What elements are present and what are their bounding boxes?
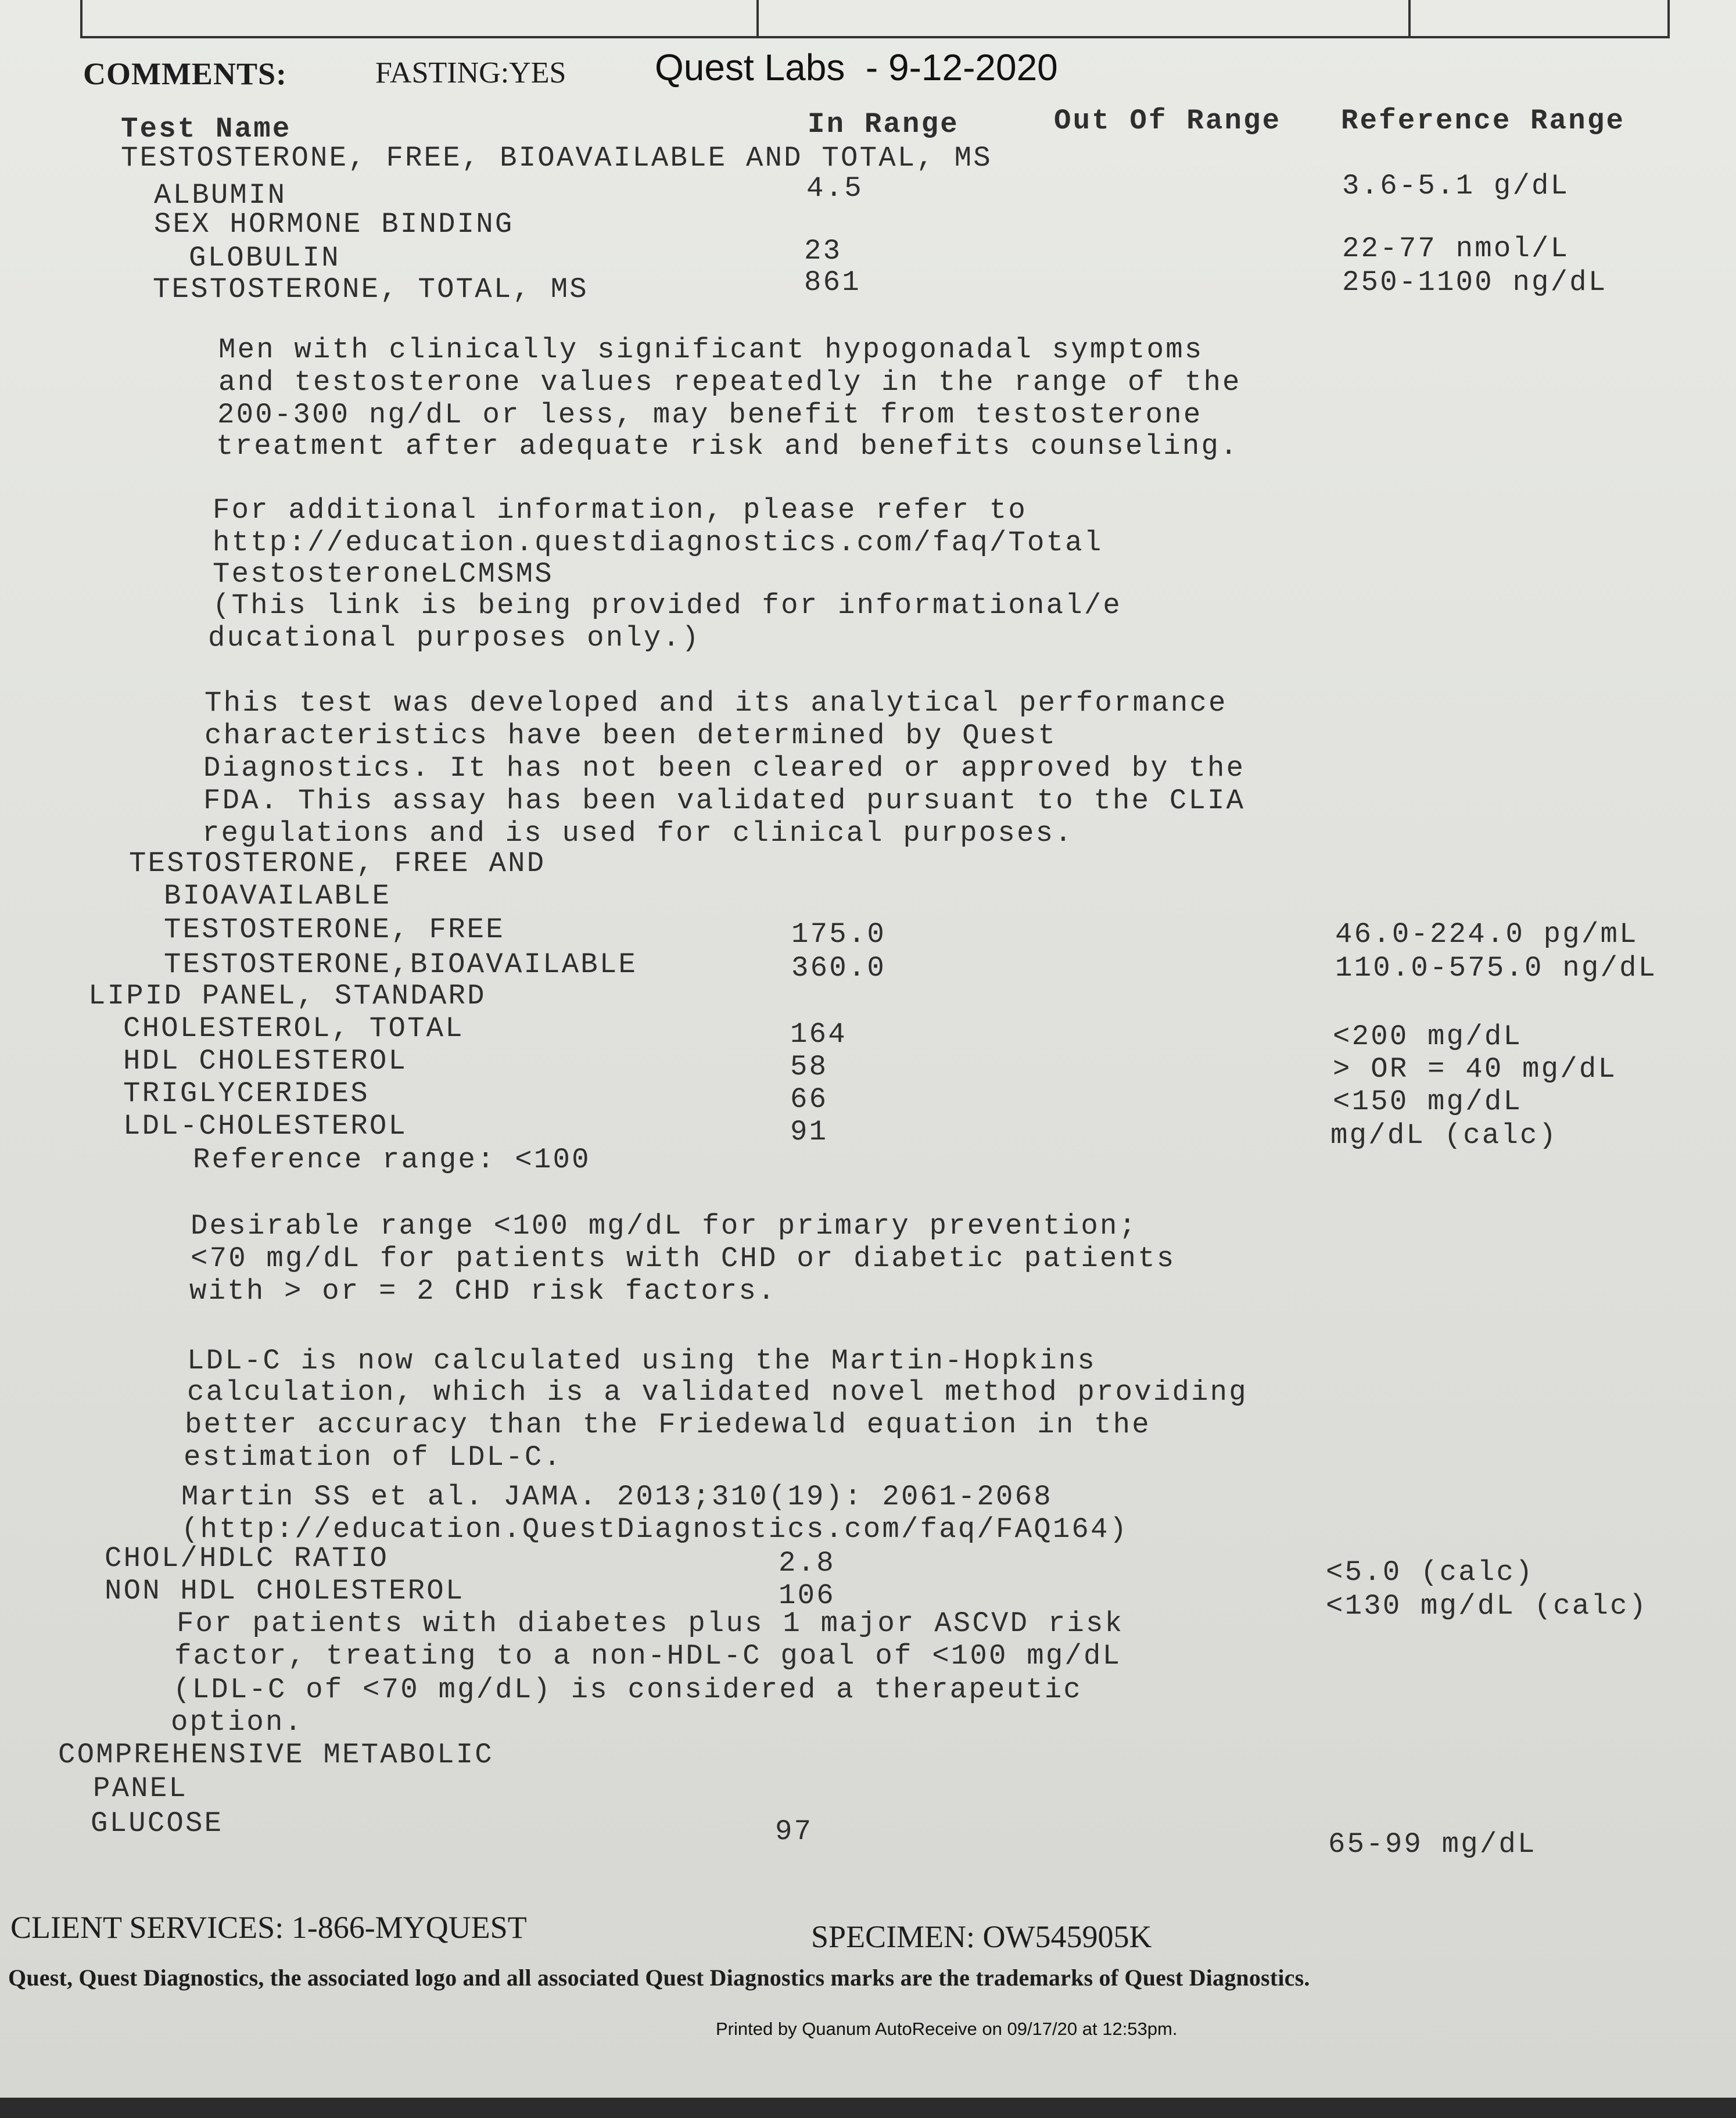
reference-glucose: 65-99 mg/dL [1328,1828,1537,1861]
comments-label: COMMENTS: [83,56,287,91]
test-name-testosterone-total: TESTOSTERONE, TOTAL, MS [153,273,589,306]
trademark-notice: Quest, Quest Diagnostics, the associated logo and all associated Quest Diagnostics marks are the trademarks of Quest Diagnostics. [8,1965,1310,1991]
table-remnant [80,0,1670,38]
result-chol-hdl-ratio: 2.8 [779,1547,835,1579]
result-albumin: 4.5 [806,172,863,205]
ldl-reference-note: Reference range: <100 [193,1144,591,1176]
column-header-test-name: Test Name [121,113,292,145]
test-name-ldl: LDL-CHOLESTEROL [123,1110,408,1142]
reference-chol-hdl-ratio: <5.0 (calc) [1326,1556,1534,1589]
subsection-title-free-bio: BIOAVAILABLE [164,880,392,912]
result-hdl: 58 [790,1051,828,1083]
test-name-shbg: GLOBULIN [189,242,340,274]
subsection-title-free-bio: TESTOSTERONE, FREE AND [129,847,546,880]
client-services: CLIENT SERVICES: 1-866-MYQUEST [10,1910,527,1945]
test-name-testosterone-free: TESTOSTERONE, FREE [164,913,505,946]
note-non-hdl: factor, treating to a non-HDL-C goal of <100 mg/dL [174,1640,1122,1672]
note-additional-info: TestosteroneLCMSMS [213,558,554,590]
reference-ldl: mg/dL (calc) [1330,1119,1558,1152]
column-header-reference-range: Reference Range [1341,105,1626,137]
handwritten-title: Quest Labs - 9-12-2020 [655,46,1058,88]
note-hypogonadal: treatment after adequate risk and benefits counseling. [216,430,1239,463]
result-triglycerides: 66 [790,1083,828,1116]
result-ldl: 91 [790,1116,828,1148]
result-cholesterol-total: 164 [790,1018,847,1051]
section-title-lipid: LIPID PANEL, STANDARD [88,980,486,1012]
note-non-hdl: For patients with diabetes plus 1 major ASCVD risk [177,1607,1124,1640]
table-divider [1408,0,1411,36]
test-name-glucose: GLUCOSE [91,1807,224,1840]
section-title-metabolic: COMPREHENSIVE METABOLIC [58,1739,494,1771]
note-hypogonadal: Men with clinically significant hypogonadal symptoms [218,334,1204,366]
note-desirable-range: Desirable range <100 mg/dL for primary prevention; [191,1210,1138,1242]
section-title-metabolic: PANEL [93,1772,188,1805]
note-hypogonadal: and testosterone values repeatedly in the range of the [218,366,1242,399]
note-additional-info: http://education.questdiagnostics.com/faq/Total [213,526,1103,559]
note-desirable-range: with > or = 2 CHD risk factors. [189,1275,777,1307]
note-ldl-calc: (http://education.QuestDiagnostics.com/faq/FAQ164) [181,1513,1129,1546]
test-name-non-hdl: NON HDL CHOLESTEROL [105,1575,465,1607]
reference-triglycerides: <150 mg/dL [1333,1085,1523,1118]
fasting-status: FASTING:YES [375,56,566,89]
specimen-id: SPECIMEN: OW545905K [811,1919,1152,1954]
note-additional-info: For additional information, please refer to [213,494,1028,526]
note-test-development: This test was developed and its analytical performance [205,687,1228,719]
reference-albumin: 3.6-5.1 g/dL [1342,170,1570,202]
column-header-in-range: In Range [808,108,959,141]
note-ldl-calc: calculation, which is a validated novel method providing [187,1376,1248,1409]
note-ldl-calc: LDL-C is now calculated using the Martin-Hopkins [187,1345,1097,1377]
test-name-testosterone-bioavailable: TESTOSTERONE,BIOAVAILABLE [164,948,638,981]
printed-by: Printed by Quanum AutoReceive on 09/17/20 at 12:53pm. [716,2019,1178,2039]
result-testosterone-total: 861 [804,266,861,299]
note-test-development: Diagnostics. It has not been cleared or approved by the [203,752,1246,784]
reference-testosterone-total: 250-1100 ng/dL [1342,266,1608,299]
test-name-shbg-line1: SEX HORMONE BINDING [154,208,514,241]
note-additional-info: ducational purposes only.) [208,622,701,654]
result-glucose: 97 [775,1815,813,1848]
page-edge-shadow [0,2098,1736,2118]
reference-shbg: 22-77 nmol/L [1342,232,1570,265]
note-desirable-range: <70 mg/dL for patients with CHD or diabetic patients [191,1242,1176,1275]
note-additional-info: (This link is being provided for informational/e [213,589,1122,622]
note-test-development: regulations and is used for clinical purposes. [202,817,1074,850]
result-shbg: 23 [804,235,842,267]
reference-testosterone-bioavailable: 110.0-575.0 ng/dL [1335,952,1658,984]
note-test-development: FDA. This assay has been validated pursuant to the CLIA [203,784,1246,817]
note-ldl-calc: estimation of LDL-C. [184,1441,563,1474]
column-header-out-of-range: Out Of Range [1054,105,1282,137]
reference-non-hdl: <130 mg/dL (calc) [1326,1590,1648,1622]
note-hypogonadal: 200-300 ng/dL or less, may benefit from testosterone [217,399,1203,431]
test-name-chol-hdl-ratio: CHOL/HDLC RATIO [105,1542,389,1575]
result-non-hdl: 106 [779,1579,835,1612]
reference-cholesterol-total: <200 mg/dL [1333,1020,1523,1053]
note-non-hdl: (LDL-C of <70 mg/dL) is considered a therapeutic [173,1673,1083,1706]
test-name-albumin: ALBUMIN [154,179,287,212]
note-ldl-calc: Martin SS et al. JAMA. 2013;310(19): 2061-2068 [181,1481,1053,1513]
note-ldl-calc: better accuracy than the Friedewald equation in the [185,1409,1151,1441]
test-name-hdl: HDL CHOLESTEROL [123,1045,408,1077]
reference-testosterone-free: 46.0-224.0 pg/mL [1335,918,1638,951]
table-divider [756,0,759,36]
result-testosterone-bioavailable: 360.0 [791,952,887,984]
reference-hdl: > OR = 40 mg/dL [1333,1053,1617,1085]
note-test-development: characteristics have been determined by Quest [205,719,1057,752]
section-title-testosterone: TESTOSTERONE, FREE, BIOAVAILABLE AND TOTAL, MS [121,142,992,174]
note-non-hdl: option. [171,1706,304,1739]
test-name-cholesterol-total: CHOLESTEROL, TOTAL [123,1012,464,1045]
test-name-triglycerides: TRIGLYCERIDES [123,1077,370,1110]
result-testosterone-free: 175.0 [791,918,887,951]
